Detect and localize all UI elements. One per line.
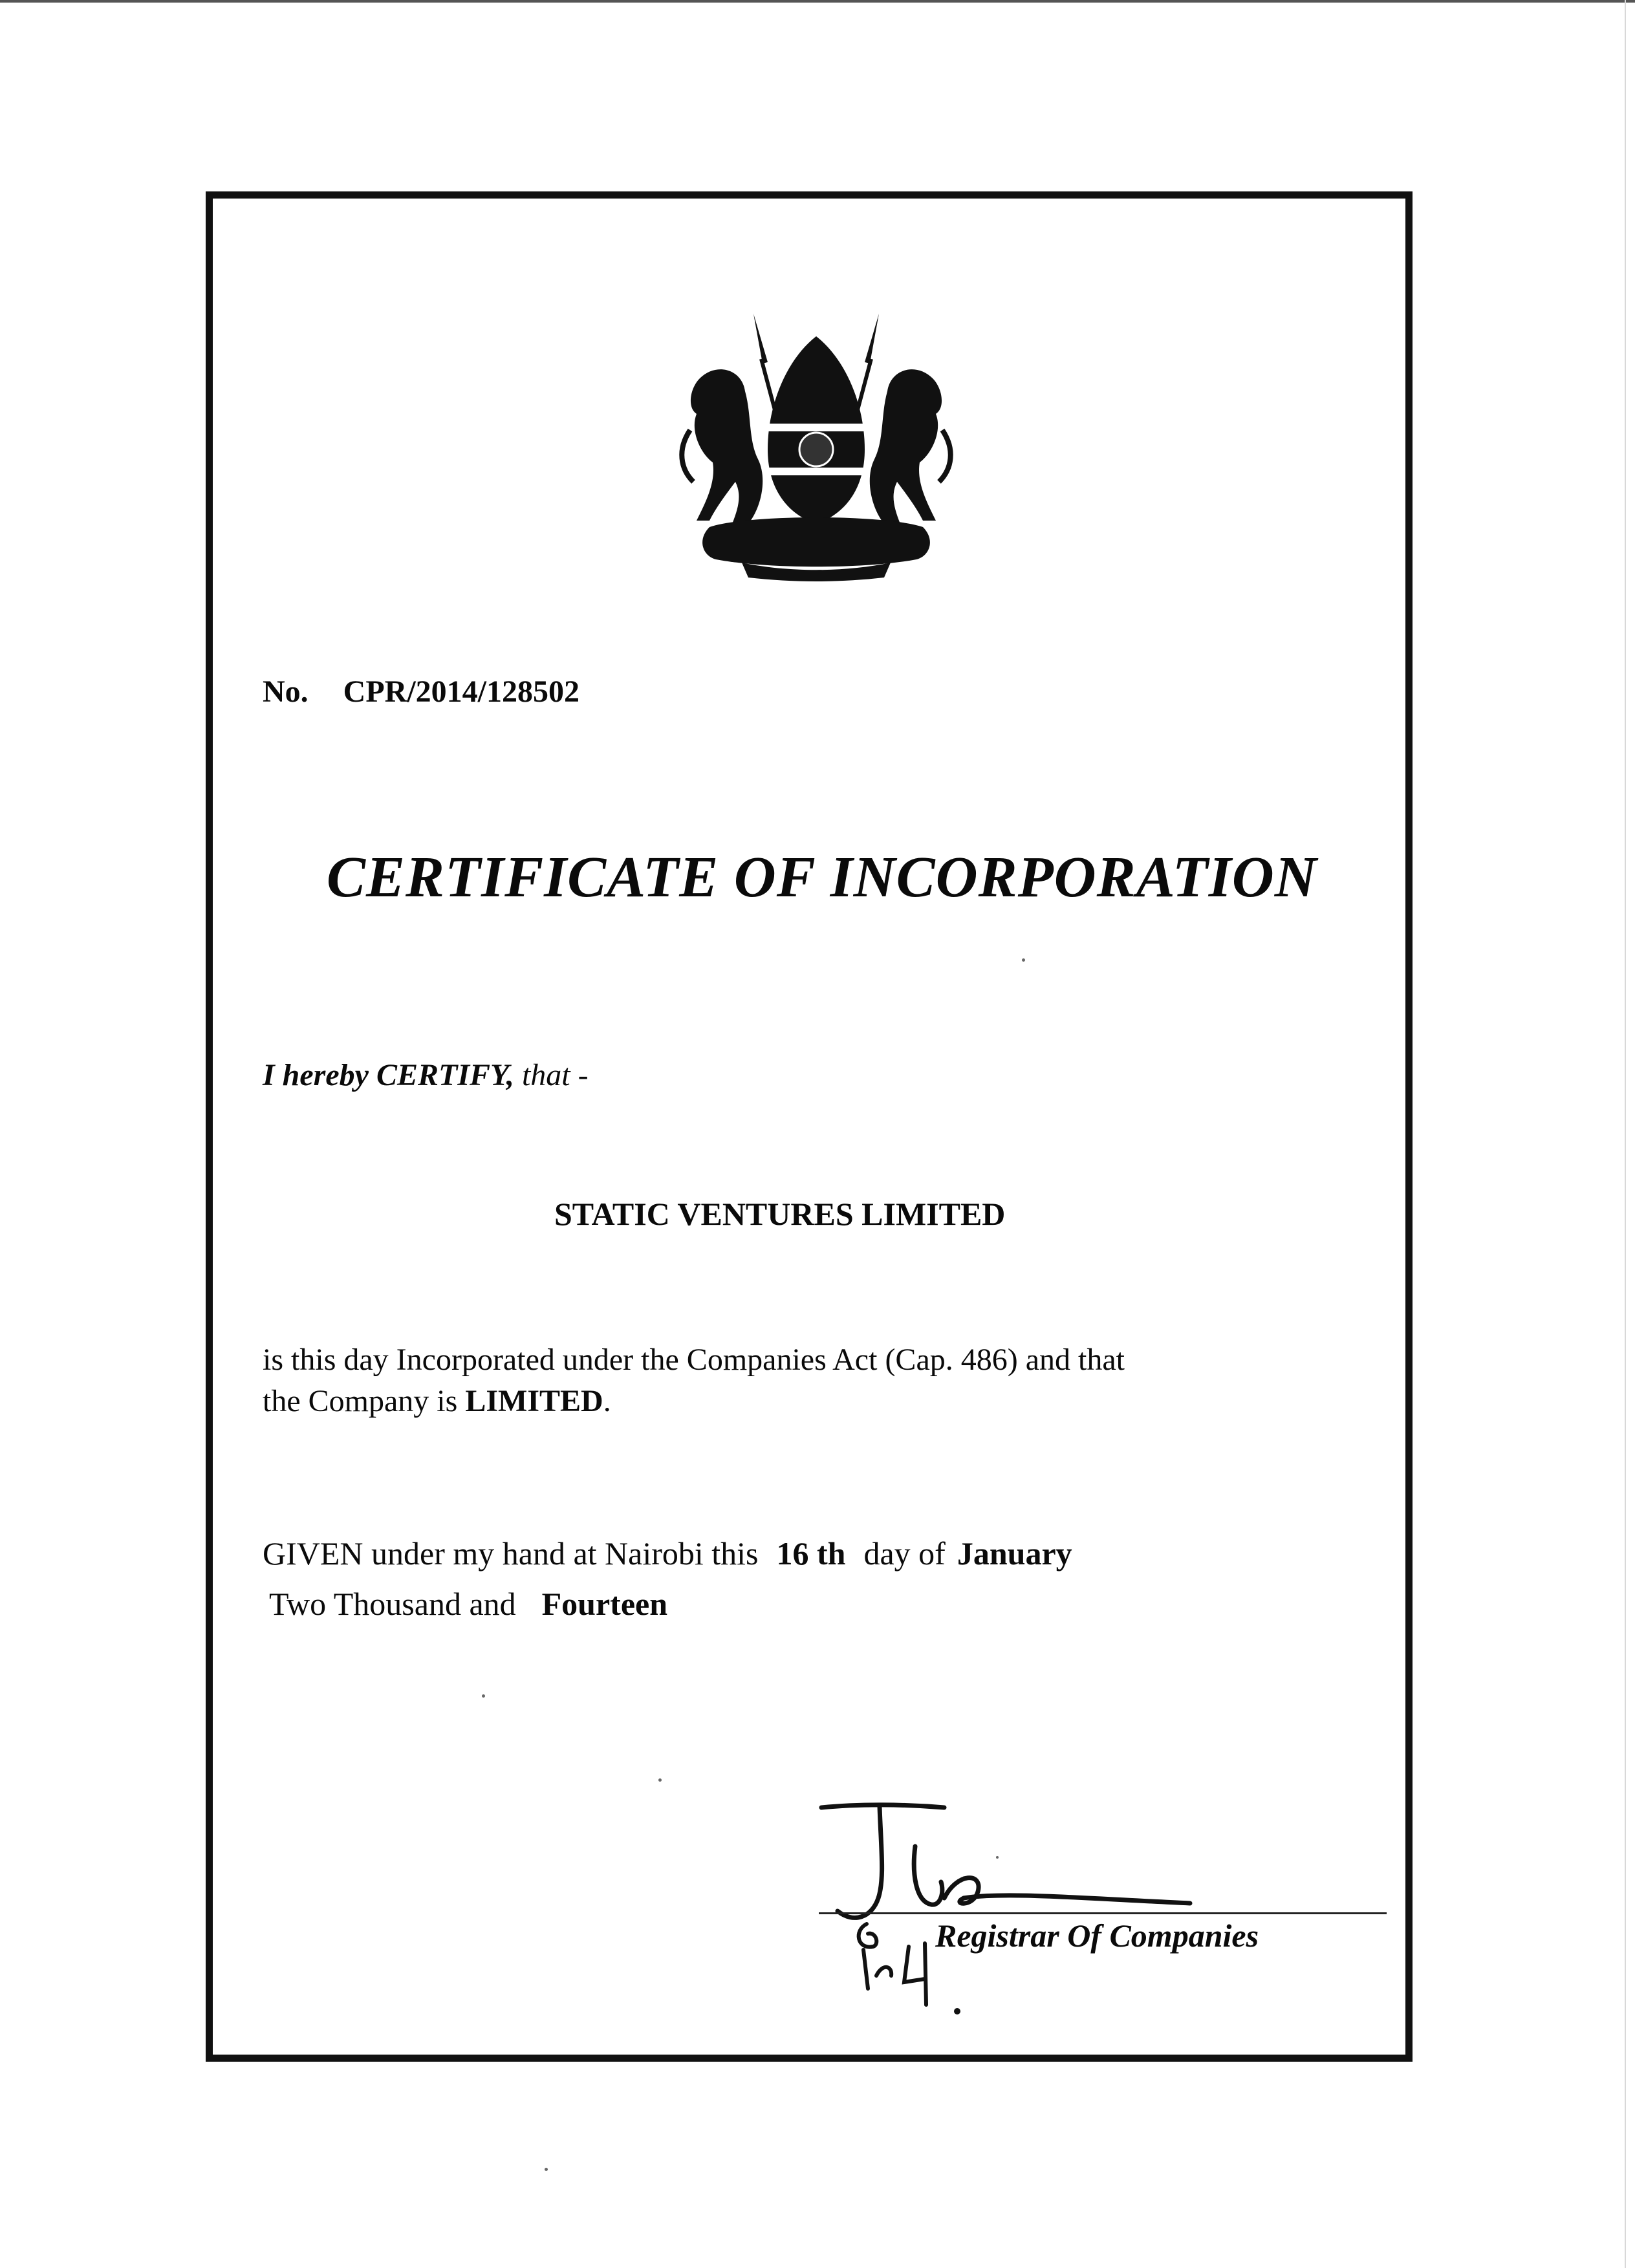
registrar-signature	[808, 1795, 1222, 2021]
certify-statement-rest: that -	[514, 1058, 589, 1092]
scan-speck	[996, 1856, 999, 1859]
incorporation-line-2-prefix: the Company is	[263, 1384, 466, 1418]
given-line-1	[263, 1528, 1072, 1579]
given-year-word: Fourteen	[541, 1586, 668, 1622]
given-month: January	[957, 1535, 1072, 1571]
incorporation-line-2-suffix: .	[603, 1384, 611, 1418]
scan-edge-line-right	[1625, 0, 1626, 2268]
scan-speck	[545, 2168, 548, 2171]
certify-statement	[263, 1057, 589, 1093]
certificate-number	[263, 674, 579, 709]
certificate-number-value: CPR/2014/128502	[343, 675, 579, 709]
given-day-of: day of	[863, 1535, 946, 1571]
scan-speck	[482, 1694, 485, 1698]
certify-statement-bold: I hereby CERTIFY,	[263, 1058, 514, 1092]
incorporation-line-1: is this day Incorporated under the Companies Act (Cap. 486) and that	[263, 1343, 1125, 1377]
given-statement	[263, 1528, 1072, 1629]
given-day: 16 th	[776, 1535, 846, 1571]
incorporation-statement	[263, 1339, 1125, 1422]
company-type: LIMITED	[465, 1384, 603, 1418]
given-year-prefix: Two Thousand and	[269, 1586, 516, 1622]
signature-line	[819, 1912, 1387, 1914]
incorporation-line-2	[263, 1381, 1125, 1422]
certificate-title: CERTIFICATE OF INCORPORATION	[327, 845, 1317, 909]
given-prefix: GIVEN under my hand at Nairobi this	[263, 1535, 759, 1571]
scan-speck	[658, 1778, 662, 1782]
given-line-2	[269, 1579, 1072, 1629]
scan-edge-line	[0, 0, 1635, 3]
company-name: STATIC VENTURES LIMITED	[554, 1196, 1006, 1232]
registrar-title: Registrar Of Companies	[935, 1917, 1259, 1954]
scan-speck	[1022, 958, 1025, 962]
certificate-number-label: No.	[263, 675, 309, 709]
kenya-coat-of-arms-icon	[671, 301, 962, 583]
